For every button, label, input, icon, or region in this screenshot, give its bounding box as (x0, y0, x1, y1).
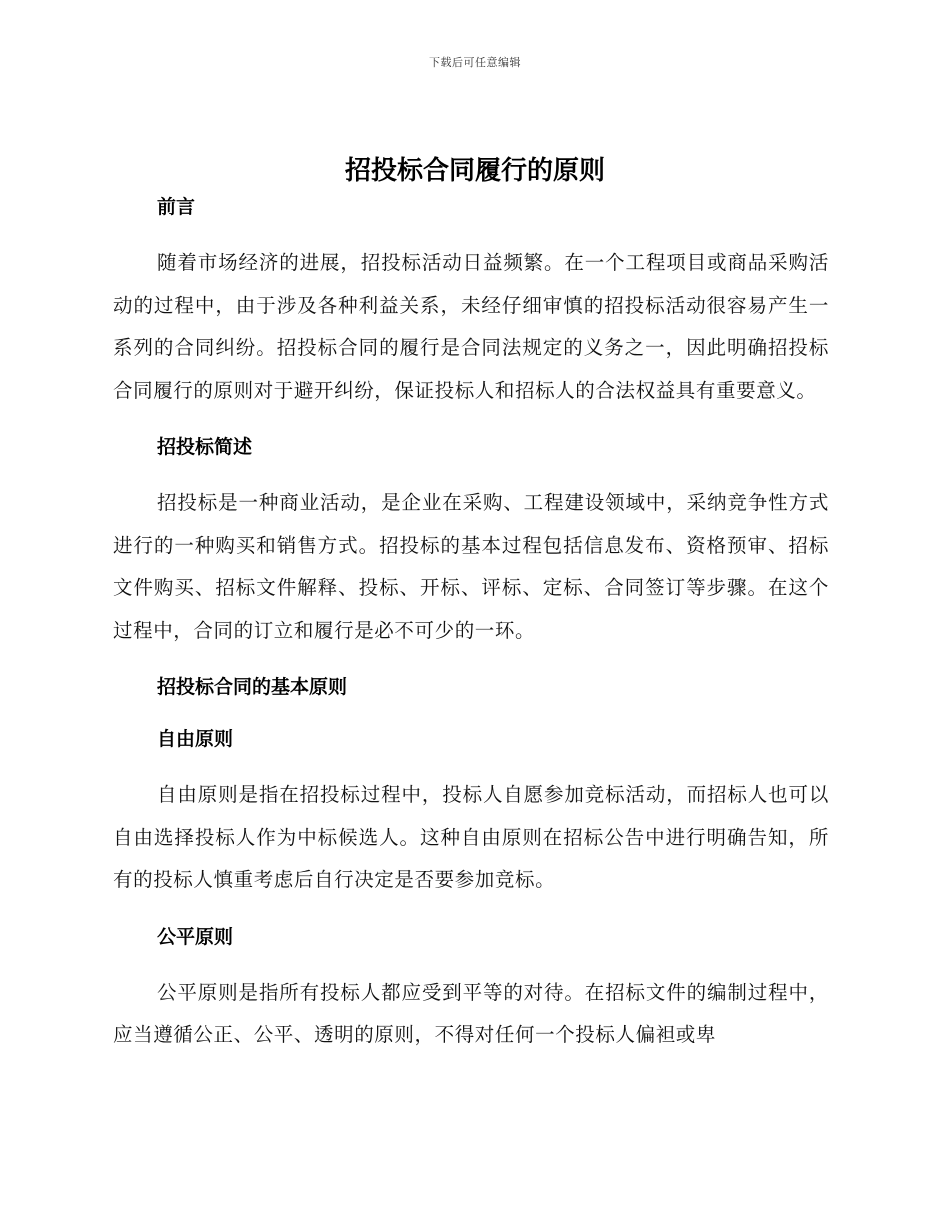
section-paragraph-fairness-principle: 公平原则是指所有投标人都应受到平等的对待。在招标文件的编制过程中，应当遵循公正、公平、透明的原则，不得对任何一个投标人偏袒或卑 (113, 980, 829, 1046)
document-body (113, 192, 829, 1057)
section-paragraph-preface: 随着市场经济的进展，招投标活动日益频繁。在一个工程项目或商品采购活动的过程中，由于涉及各种利益关系，未经仔细审慎的招投标活动很容易产生一系列的合同纠纷。招投标合同的履行是合同法规定的义务之一，因此明确招投标合同履行的原则对于避开纠纷，保证投标人和招标人的合法权益具有重要意义。 (113, 251, 829, 402)
page-header: 下载后可任意编辑 (429, 56, 521, 69)
section-heading-fairness-principle: 公平原则 (157, 925, 234, 948)
section-heading-basic-principles: 招投标合同的基本原则 (157, 676, 348, 698)
document-title: 招投标合同履行的原则 (344, 156, 605, 186)
section-paragraph-overview: 招投标是一种商业活动，是企业在采购、工程建设领域中，采纳竞争性方式进行的一种购买和销售方式。招投标的基本过程包括信息发布、资格预审、招标文件购买、招标文件解释、投标、开标、评标、定标、合同签订等步骤。在这个过程中，合同的订立和履行是必不可少的一环。 (113, 491, 829, 642)
section-heading-overview: 招投标简述 (157, 436, 253, 458)
section-heading-preface: 前言 (157, 196, 196, 218)
section-paragraph-freedom-principle: 自由原则是指在招投标过程中，投标人自愿参加竞标活动，而招标人也可以自由选择投标人作为中标候选人。这种自由原则在招标公告中进行明确告知，所有的投标人慎重考虑后自行决定是否要参加竞标。 (113, 783, 829, 891)
section-heading-freedom-principle: 自由原则 (157, 728, 234, 750)
